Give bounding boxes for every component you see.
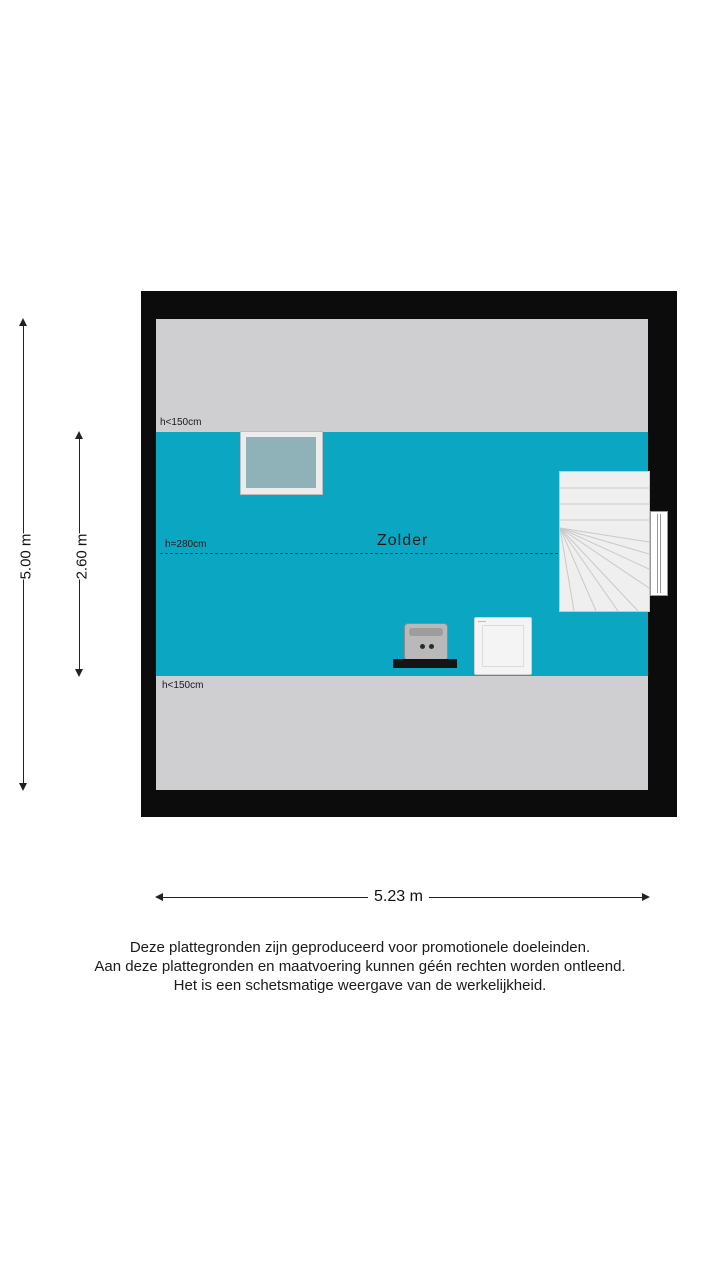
washing-machine <box>474 617 532 675</box>
skylight <box>240 431 323 495</box>
boiler <box>404 623 448 661</box>
height-label-bottom: h<150cm <box>162 680 204 691</box>
window <box>650 511 668 596</box>
height-label-top: h<150cm <box>160 417 202 428</box>
room-label: Zolder <box>377 532 429 549</box>
disclaimer-line-2: Aan deze plattegronden en maatvoering kunnen géén rechten worden ontleend. <box>94 958 626 975</box>
disclaimer-line-3: Het is een schetsmatige weergave van de werkelijkheid. <box>173 977 547 994</box>
arrow-down-icon <box>19 783 27 791</box>
dimension-total-width-label: 5.23 m <box>368 888 429 906</box>
arrow-down-icon <box>75 669 83 677</box>
stairs-icon <box>560 472 649 611</box>
height-label-middle: h=280cm <box>165 539 207 550</box>
arrow-right-icon <box>642 893 650 901</box>
dimension-headroom-height-label: 2.60 m <box>69 534 94 580</box>
stairs <box>559 471 650 612</box>
disclaimer-line-1: Deze plattegronden zijn geproduceerd voor promotionele doeleinden. <box>129 939 591 956</box>
dimension-total-height-label: 5.00 m <box>13 534 38 580</box>
shelf <box>393 659 457 668</box>
